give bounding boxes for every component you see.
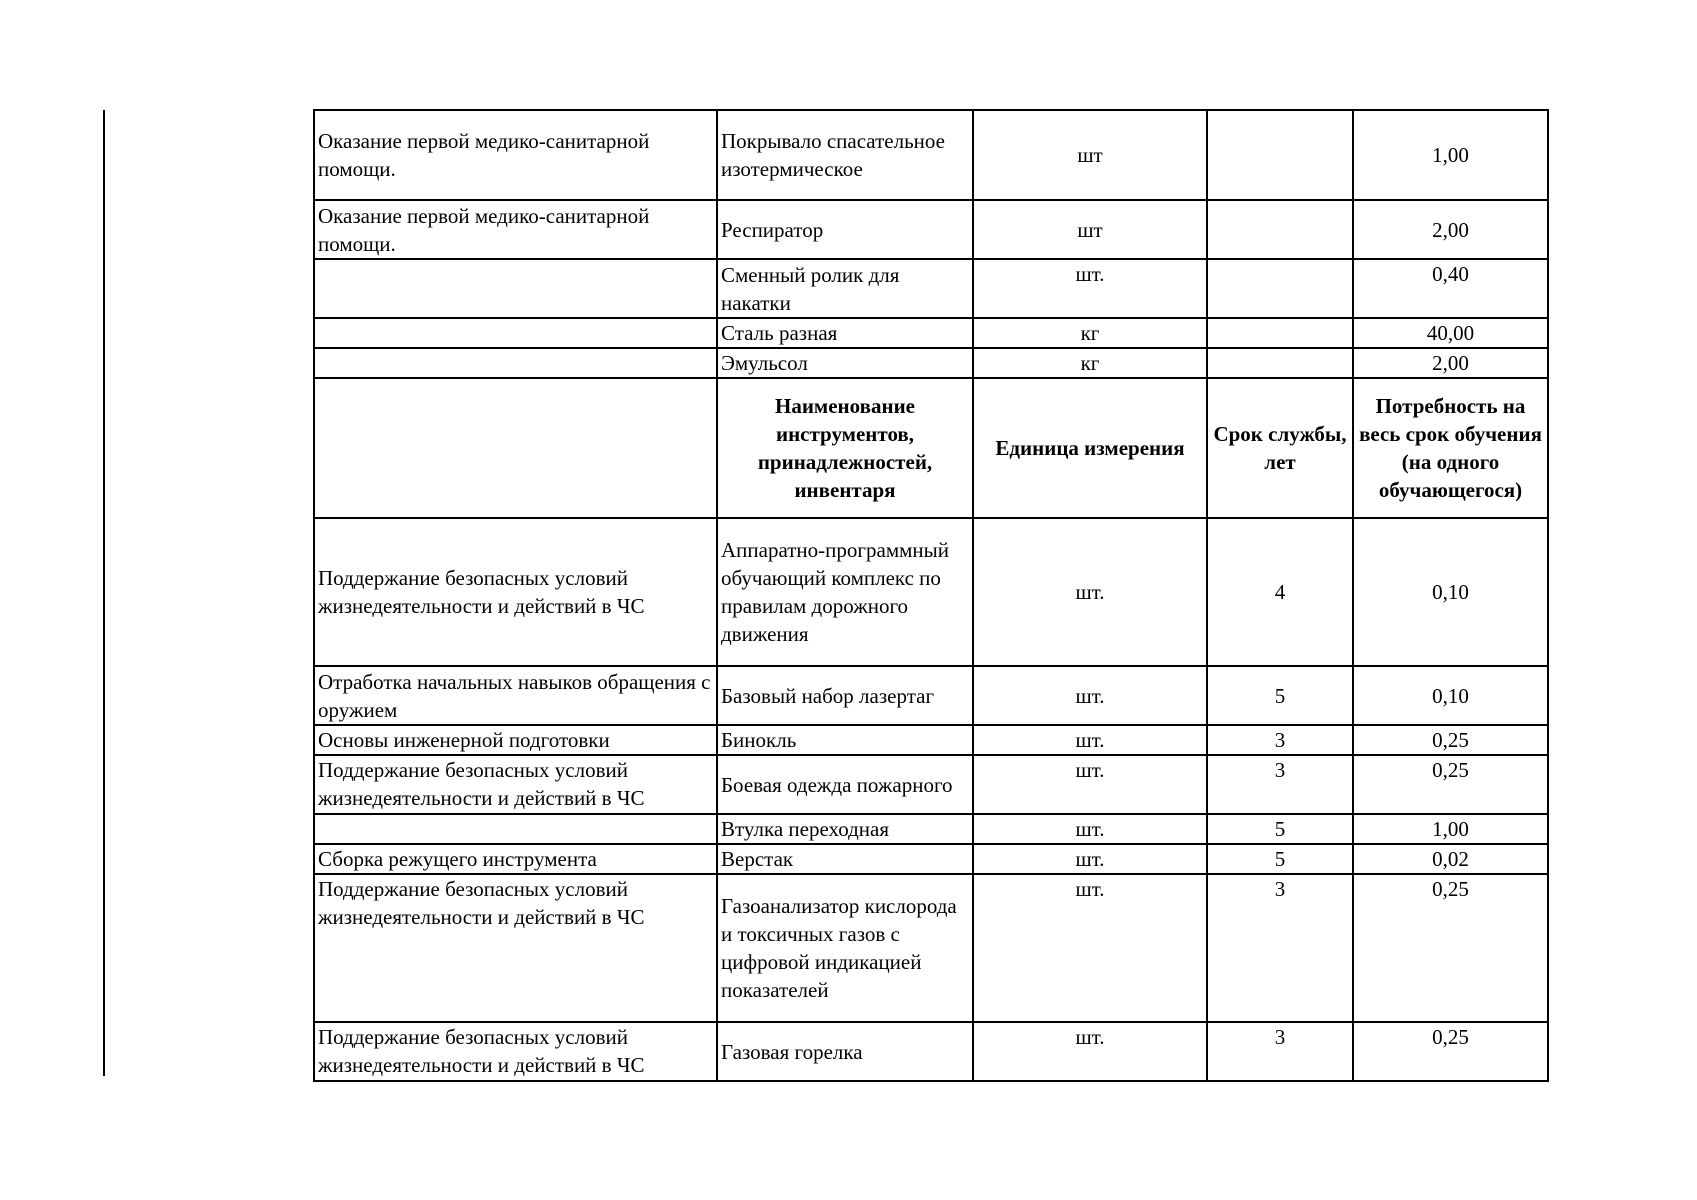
service-term-cell	[1207, 200, 1353, 259]
item-name-cell: Газоанализатор кислорода и токсичных газов с цифровой индикацией показателей	[717, 874, 973, 1022]
requirement-cell: 0,10	[1353, 518, 1548, 666]
unit-cell: шт.	[973, 814, 1207, 844]
unit-cell: шт	[973, 200, 1207, 259]
table-row	[314, 666, 1548, 725]
service-term-cell: 3	[1207, 1022, 1353, 1081]
section-cell	[314, 318, 717, 348]
unit-cell: шт.	[973, 755, 1207, 814]
item-name-cell: Сменный ролик для накатки	[717, 259, 973, 318]
item-name-cell: Верстак	[717, 844, 973, 874]
unit-cell: кг	[973, 318, 1207, 348]
section-cell: Поддержание безопасных условий жизнедеятельности и действий в ЧС	[314, 874, 717, 1022]
section-cell: Основы инженерной подготовки	[314, 725, 717, 755]
requirement-cell: 2,00	[1353, 348, 1548, 378]
unit-cell: кг	[973, 348, 1207, 378]
item-name-cell: Респиратор	[717, 200, 973, 259]
item-name-cell: Газовая горелка	[717, 1022, 973, 1081]
requirement-cell: 0,25	[1353, 725, 1548, 755]
header-service-term-cell: Срок службы, лет	[1207, 378, 1353, 518]
unit-cell: шт.	[973, 1022, 1207, 1081]
section-cell	[314, 348, 717, 378]
requirement-cell: 40,00	[1353, 318, 1548, 348]
item-name-cell: Базовый набор лазертаг	[717, 666, 973, 725]
header-requirement-cell: Потребность на весь срок обучения (на одного обучающегося)	[1353, 378, 1548, 518]
section-cell: Отработка начальных навыков обращения с оружием	[314, 666, 717, 725]
item-name-cell: Эмульсол	[717, 348, 973, 378]
table-row	[314, 110, 1548, 200]
header-unit-cell: Единица измерения	[973, 378, 1207, 518]
requirement-cell: 0,40	[1353, 259, 1548, 318]
unit-cell: шт.	[973, 725, 1207, 755]
item-name-cell: Покрывало спасательное изотермическое	[717, 110, 973, 200]
equipment-table	[313, 109, 1549, 1082]
table-row	[314, 1022, 1548, 1081]
unit-cell: шт.	[973, 518, 1207, 666]
requirement-cell: 0,02	[1353, 844, 1548, 874]
section-cell	[314, 259, 717, 318]
table-row	[314, 725, 1548, 755]
unit-cell: шт.	[973, 874, 1207, 1022]
item-name-cell: Втулка переходная	[717, 814, 973, 844]
table-row	[314, 518, 1548, 666]
section-cell	[314, 814, 717, 844]
section-cell: Оказание первой медико-санитарной помощи.	[314, 110, 717, 200]
table-header-row	[314, 378, 1548, 518]
table-row	[314, 755, 1548, 814]
service-term-cell	[1207, 348, 1353, 378]
service-term-cell: 4	[1207, 518, 1353, 666]
item-name-cell: Сталь разная	[717, 318, 973, 348]
table-row	[314, 200, 1548, 259]
unit-cell: шт.	[973, 844, 1207, 874]
requirement-cell: 0,25	[1353, 874, 1548, 1022]
section-cell: Поддержание безопасных условий жизнедеятельности и действий в ЧС	[314, 755, 717, 814]
service-term-cell	[1207, 110, 1353, 200]
requirement-cell: 0,10	[1353, 666, 1548, 725]
requirement-cell: 1,00	[1353, 110, 1548, 200]
section-cell: Поддержание безопасных условий жизнедеятельности и действий в ЧС	[314, 518, 717, 666]
section-cell: Поддержание безопасных условий жизнедеятельности и действий в ЧС	[314, 1022, 717, 1081]
table-row	[314, 844, 1548, 874]
service-term-cell	[1207, 259, 1353, 318]
service-term-cell: 3	[1207, 755, 1353, 814]
header-section-cell	[314, 378, 717, 518]
requirement-cell: 0,25	[1353, 1022, 1548, 1081]
section-cell: Сборка режущего инструмента	[314, 844, 717, 874]
table-row	[314, 318, 1548, 348]
requirement-cell: 2,00	[1353, 200, 1548, 259]
service-term-cell: 3	[1207, 874, 1353, 1022]
table-row	[314, 874, 1548, 1022]
unit-cell: шт	[973, 110, 1207, 200]
item-name-cell: Боевая одежда пожарного	[717, 755, 973, 814]
service-term-cell: 5	[1207, 814, 1353, 844]
service-term-cell: 5	[1207, 666, 1353, 725]
service-term-cell: 3	[1207, 725, 1353, 755]
section-cell: Оказание первой медико-санитарной помощи.	[314, 200, 717, 259]
requirement-cell: 0,25	[1353, 755, 1548, 814]
table-row	[314, 348, 1548, 378]
page-left-margin-rule	[103, 110, 105, 1076]
item-name-cell: Аппаратно-программный обучающий комплекс по правилам дорожного движения	[717, 518, 973, 666]
service-term-cell: 5	[1207, 844, 1353, 874]
equipment-table-body	[314, 110, 1548, 1081]
unit-cell: шт.	[973, 259, 1207, 318]
table-row	[314, 259, 1548, 318]
requirement-cell: 1,00	[1353, 814, 1548, 844]
table-row	[314, 814, 1548, 844]
item-name-cell: Бинокль	[717, 725, 973, 755]
header-item-name-cell: Наименование инструментов, принадлежностей, инвентаря	[717, 378, 973, 518]
service-term-cell	[1207, 318, 1353, 348]
unit-cell: шт.	[973, 666, 1207, 725]
